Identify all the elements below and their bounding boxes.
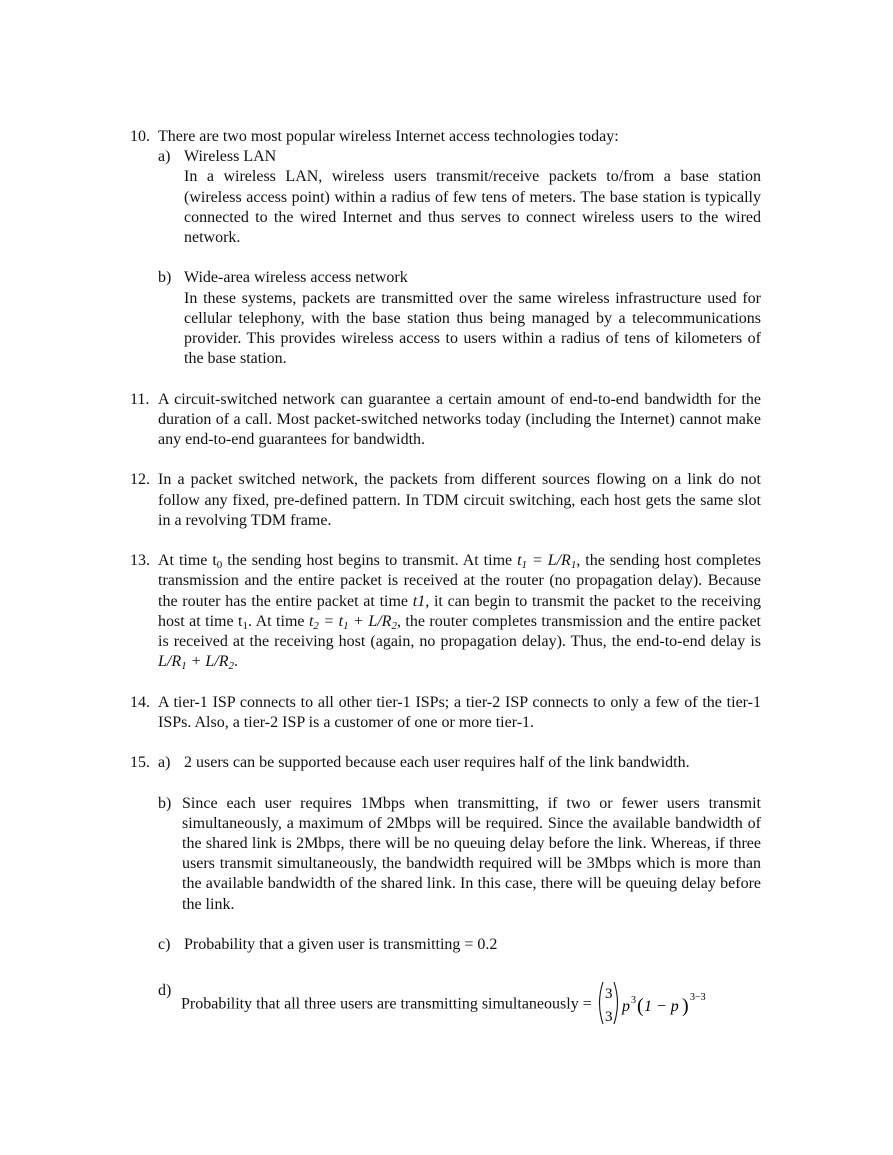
- part-a-title: Wireless LAN: [184, 148, 277, 166]
- question-11: [130, 390, 761, 451]
- question-10: [130, 127, 761, 147]
- document-page: [0, 127, 893, 1029]
- part-label: d): [158, 982, 172, 1000]
- p-symbol: p: [621, 998, 630, 1016]
- part-c-text: Probability that a given user is transmitting = 0.2: [184, 936, 498, 953]
- question-14-text: A tier-1 ISP connects to all other tier-1 ISPs; a tier-2 ISP connects to only a few of the tier-1 ISPs. Also, a tier-2 ISP is a customer of one or more tier-1.: [158, 693, 761, 731]
- question-14: [130, 693, 761, 733]
- question-15-part-d: [158, 981, 758, 1029]
- question-number: 15.: [130, 754, 150, 772]
- part-label: c): [158, 936, 171, 953]
- part-label: b): [158, 269, 172, 287]
- question-10-part-a: [158, 147, 761, 248]
- question-10-part-b: [158, 268, 761, 369]
- question-15-part-b: [158, 794, 761, 915]
- part-b-text: Since each user requires 1Mbps when transmitting, if two or fewer users transmit simultaneously, a maximum of 2Mbps will be required. Since the available bandwidth of the shared link is 2Mbps, there will be no queuing delay before the link. Whereas, if three users transmit simultaneously, the bandwidth required will be 3Mbps which is more than the available bandwidth of the shared link. In this case, there will be queuing delay before the link.: [182, 794, 761, 913]
- question-12-text: In a packet switched network, the packets from different sources flowing on a link do not follow any fixed, pre-defined pattern. In TDM circuit switching, each host gets the same slot in a revolving TDM frame.: [158, 471, 761, 529]
- right-paren: [614, 982, 618, 1024]
- binomial-formula: [596, 979, 712, 1027]
- question-number: 14.: [130, 693, 150, 711]
- question-13: [130, 551, 762, 673]
- question-number: 12.: [130, 471, 150, 489]
- question-12: [130, 470, 761, 531]
- outer-exponent: 3−3: [689, 992, 706, 1004]
- part-label: b): [158, 794, 172, 812]
- question-number: 13.: [130, 552, 150, 570]
- question-number: 10.: [130, 128, 150, 145]
- question-13-text: At time $t_0$ the sending host begins to transmit. At time $t_1 = L/R_1$, the sending host completes transmission and the entire packet is received at the router (no propagation delay). Because the router has the entire packet at time t1, it can begin to transmit the packet to the receiving host at time $t_1$. At time $t_2 = t_1 + L/R_2$, the router completes transmission and the entire packet is received at the receiving host (again, no propagation delay). Thus, the end-to-end delay is $L/R_1 + L/R_2$.: [158, 552, 762, 673]
- question-number: 11.: [130, 390, 150, 408]
- one-minus-p: 1 − p: [643, 998, 679, 1016]
- question-10-intro: There are two most popular wireless Internet access technologies today:: [158, 128, 619, 145]
- part-label: a): [158, 148, 171, 166]
- question-11-text: A circuit-switched network can guarantee a certain amount of end-to-end bandwidth for the duration of a call. Most packet-switched networks today (including the Internet) cannot make any end-to-end guarantees for bandwidth.: [158, 390, 761, 449]
- part-label: a): [158, 754, 171, 772]
- part-b-body: In these systems, packets are transmitted over the same wireless infrastructure used for cellular telephony, with the base station thus being managed by a telecommunications provider. This provides wireless access to users within a radius of tens of kilometers of the base station.: [184, 289, 761, 368]
- p-exponent: 3: [630, 995, 636, 1007]
- question-15-part-a: [130, 753, 761, 773]
- part-a-body: In a wireless LAN, wireless users transmit/receive packets to/from a base station (wireless access point) within a radius of few tens of meters. The base station is typically connected to the wired Internet and thus serves to connect wireless users to the wired network.: [184, 168, 761, 247]
- part-b-title: Wide-area wireless access network: [184, 269, 408, 287]
- left-paren: [599, 982, 603, 1024]
- open-paren: (: [636, 995, 644, 1018]
- part-a-text: 2 users can be supported because each user requires half of the link bandwidth.: [184, 754, 690, 772]
- question-15-part-c: [158, 935, 761, 955]
- binom-top: 3: [604, 986, 613, 1003]
- part-d-text: Probability that all three users are transmitting simultaneously =: [181, 995, 592, 1013]
- binom-bottom: 3: [604, 1009, 613, 1026]
- close-paren: ): [681, 995, 689, 1018]
